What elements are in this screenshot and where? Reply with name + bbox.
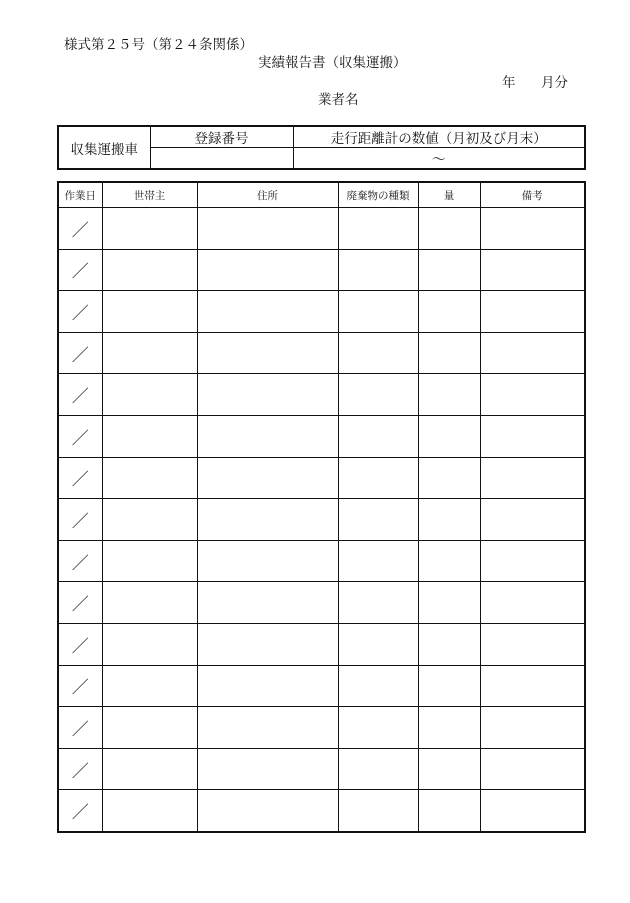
odometer-header: 走行距離計の数値（月初及び月末） — [293, 126, 585, 148]
remarks-cell[interactable] — [480, 748, 585, 790]
quantity-cell[interactable] — [418, 623, 480, 665]
work-date-cell[interactable]: ／ — [58, 291, 102, 333]
remarks-cell[interactable] — [480, 790, 585, 832]
registration-number-field[interactable] — [150, 148, 293, 170]
remarks-cell[interactable] — [480, 707, 585, 749]
householder-cell[interactable] — [102, 499, 197, 541]
quantity-cell[interactable] — [418, 457, 480, 499]
col-quantity: 量 — [418, 182, 480, 208]
address-cell[interactable] — [197, 249, 338, 291]
waste-type-cell[interactable] — [338, 790, 418, 832]
work-date-cell[interactable]: ／ — [58, 415, 102, 457]
address-cell[interactable] — [197, 374, 338, 416]
table-row — [58, 499, 585, 541]
quantity-cell[interactable] — [418, 665, 480, 707]
address-cell[interactable] — [197, 582, 338, 624]
table-header-row — [58, 182, 585, 208]
quantity-cell[interactable] — [418, 332, 480, 374]
address-cell[interactable] — [197, 748, 338, 790]
work-date-cell[interactable]: ／ — [58, 707, 102, 749]
quantity-cell[interactable] — [418, 540, 480, 582]
vehicle-table — [57, 125, 586, 170]
householder-cell[interactable] — [102, 540, 197, 582]
form-number: 様式第２５号（第２４条関係） — [64, 37, 253, 53]
table-row — [58, 582, 585, 624]
work-date-cell[interactable]: ／ — [58, 374, 102, 416]
householder-cell[interactable] — [102, 582, 197, 624]
table-row — [58, 540, 585, 582]
address-cell[interactable] — [197, 790, 338, 832]
operator-name-label: 業者名 — [318, 92, 359, 108]
table-row — [58, 249, 585, 291]
table-row — [58, 748, 585, 790]
waste-type-cell[interactable] — [338, 374, 418, 416]
table-row — [58, 208, 585, 250]
waste-type-cell[interactable] — [338, 748, 418, 790]
table-row — [58, 457, 585, 499]
work-date-cell[interactable]: ／ — [58, 249, 102, 291]
remarks-cell[interactable] — [480, 332, 585, 374]
waste-type-cell[interactable] — [338, 623, 418, 665]
waste-type-cell[interactable] — [338, 415, 418, 457]
col-address: 住所 — [197, 182, 338, 208]
householder-cell[interactable] — [102, 748, 197, 790]
month-label: 月分 — [541, 75, 568, 91]
quantity-cell[interactable] — [418, 249, 480, 291]
householder-cell[interactable] — [102, 415, 197, 457]
householder-cell[interactable] — [102, 374, 197, 416]
address-cell[interactable] — [197, 665, 338, 707]
work-date-cell[interactable]: ／ — [58, 457, 102, 499]
remarks-cell[interactable] — [480, 249, 585, 291]
work-date-cell[interactable]: ／ — [58, 665, 102, 707]
address-cell[interactable] — [197, 499, 338, 541]
work-date-cell[interactable]: ／ — [58, 499, 102, 541]
householder-cell[interactable] — [102, 623, 197, 665]
remarks-cell[interactable] — [480, 291, 585, 333]
odometer-separator: ～ — [432, 152, 446, 168]
table-row — [58, 332, 585, 374]
address-cell[interactable] — [197, 208, 338, 250]
work-date-cell[interactable]: ／ — [58, 623, 102, 665]
remarks-cell[interactable] — [480, 457, 585, 499]
col-waste-type: 廃棄物の種類 — [338, 182, 418, 208]
year-label: 年 — [502, 75, 516, 91]
registration-number-header: 登録番号 — [150, 126, 293, 148]
table-row — [58, 374, 585, 416]
quantity-cell[interactable] — [418, 499, 480, 541]
work-date-cell[interactable]: ／ — [58, 582, 102, 624]
quantity-cell[interactable] — [418, 374, 480, 416]
odometer-field[interactable] — [293, 148, 585, 170]
work-date-cell[interactable]: ／ — [58, 790, 102, 832]
quantity-cell[interactable] — [418, 707, 480, 749]
work-log-table — [57, 181, 586, 833]
householder-cell[interactable] — [102, 665, 197, 707]
remarks-cell[interactable] — [480, 499, 585, 541]
work-date-cell[interactable]: ／ — [58, 748, 102, 790]
quantity-cell[interactable] — [418, 291, 480, 333]
householder-cell[interactable] — [102, 291, 197, 333]
table-row — [58, 623, 585, 665]
table-row — [58, 665, 585, 707]
work-date-cell[interactable]: ／ — [58, 332, 102, 374]
remarks-cell[interactable] — [480, 665, 585, 707]
work-date-cell[interactable]: ／ — [58, 540, 102, 582]
waste-type-cell[interactable] — [338, 540, 418, 582]
table-row — [58, 707, 585, 749]
quantity-cell[interactable] — [418, 582, 480, 624]
householder-cell[interactable] — [102, 249, 197, 291]
col-remarks: 備考 — [480, 182, 585, 208]
householder-cell[interactable] — [102, 208, 197, 250]
address-cell[interactable] — [197, 415, 338, 457]
remarks-cell[interactable] — [480, 374, 585, 416]
document-title: 実績報告書（収集運搬） — [258, 55, 407, 71]
remarks-cell[interactable] — [480, 540, 585, 582]
address-cell[interactable] — [197, 457, 338, 499]
address-cell[interactable] — [197, 623, 338, 665]
table-row — [58, 291, 585, 333]
address-cell[interactable] — [197, 291, 338, 333]
table-row — [58, 790, 585, 832]
remarks-cell[interactable] — [480, 208, 585, 250]
remarks-cell[interactable] — [480, 623, 585, 665]
waste-type-cell[interactable] — [338, 332, 418, 374]
waste-type-cell[interactable] — [338, 291, 418, 333]
householder-cell[interactable] — [102, 707, 197, 749]
quantity-cell[interactable] — [418, 748, 480, 790]
quantity-cell[interactable] — [418, 415, 480, 457]
remarks-cell[interactable] — [480, 582, 585, 624]
waste-type-cell[interactable] — [338, 249, 418, 291]
waste-type-cell[interactable] — [338, 582, 418, 624]
address-cell[interactable] — [197, 707, 338, 749]
address-cell[interactable] — [197, 540, 338, 582]
waste-type-cell[interactable] — [338, 208, 418, 250]
table-row — [58, 415, 585, 457]
waste-type-cell[interactable] — [338, 707, 418, 749]
address-cell[interactable] — [197, 332, 338, 374]
householder-cell[interactable] — [102, 332, 197, 374]
waste-type-cell[interactable] — [338, 457, 418, 499]
remarks-cell[interactable] — [480, 415, 585, 457]
householder-cell[interactable] — [102, 457, 197, 499]
quantity-cell[interactable] — [418, 790, 480, 832]
quantity-cell[interactable] — [418, 208, 480, 250]
vehicle-row-label: 収集運搬車 — [58, 126, 150, 169]
waste-type-cell[interactable] — [338, 665, 418, 707]
col-householder: 世帯主 — [102, 182, 197, 208]
waste-type-cell[interactable] — [338, 499, 418, 541]
householder-cell[interactable] — [102, 790, 197, 832]
work-date-cell[interactable]: ／ — [58, 208, 102, 250]
col-work-date: 作業日 — [58, 182, 102, 208]
